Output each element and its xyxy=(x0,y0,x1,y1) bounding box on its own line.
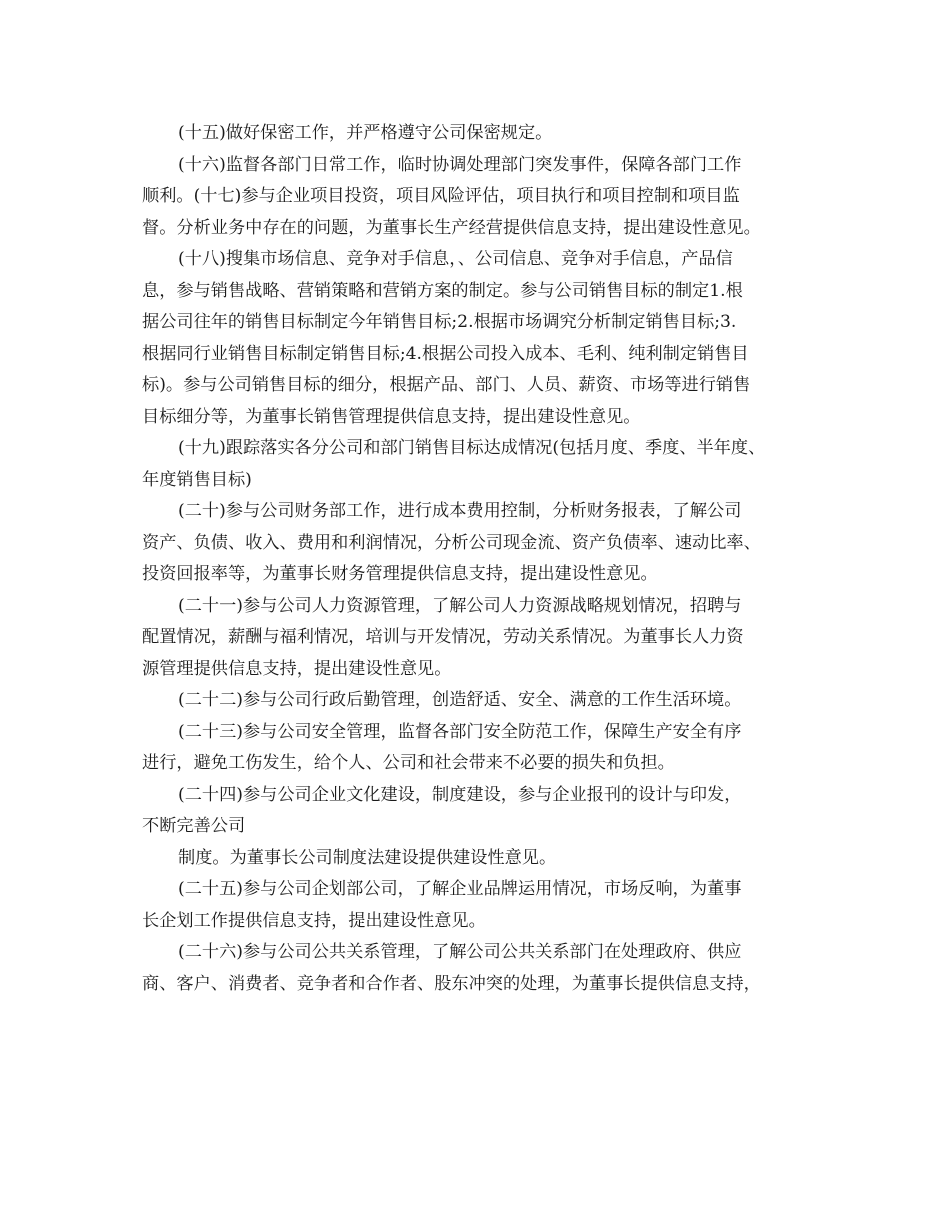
text-line: 商、客户、消费者、竞争者和合作者、股东冲突的处理，为董事长提供信息支持， xyxy=(142,973,761,994)
text-line: (二十六)参与公司公共关系管理，了解公司公共关系部门在处理政府、供应 xyxy=(178,942,742,962)
text-line: 配置情况，薪酬与福利情况，培训与开发情况，劳动关系情况。为董事长人力资 xyxy=(142,627,744,647)
text-line: (十九)跟踪落实各分公司和部门销售目标达成情况(包括月度、季度、半年度、 xyxy=(178,438,766,458)
text-line: 督。分析业务中存在的问题，为董事长生产经营提供信息支持，提出建设性意见。 xyxy=(142,217,761,238)
text-line: 长企划工作提供信息支持，提出建设性意见。 xyxy=(142,910,486,931)
text-line: 资产、负债、收入、费用和利润情况，分析公司现金流、资产负债率、速动比率、 xyxy=(142,532,761,553)
text-line: 不断完善公司 xyxy=(142,816,246,836)
text-line: (二十一)参与公司人力资源管理，了解公司人力资源战略规划情况，招聘与 xyxy=(178,595,742,616)
text-line: 顺利。(十七)参与企业项目投资，项目风险评估，项目执行和项目控制和项目监 xyxy=(142,186,740,206)
text-line: 年度销售目标) xyxy=(142,469,252,490)
text-line: (二十五)参与公司企划部公司，了解企业品牌运用情况，市场反响，为董事 xyxy=(178,879,742,899)
text-line: 投资回报率等，为董事长财务管理提供信息支持，提出建设性意见。 xyxy=(142,564,658,584)
text-line: 息，参与销售战略、营销策略和营销方案的制定。参与公司销售目标的制定1.根 xyxy=(142,280,743,301)
text-line: (二十)参与公司财务部工作，进行成本费用控制，分析财务报表，了解公司 xyxy=(178,501,742,521)
text-line: 根据同行业销售目标制定销售目标;4.根据公司投入成本、毛利、纯利制定销售目 xyxy=(142,343,749,364)
text-line: 目标细分等，为董事长销售管理提供信息支持，提出建设性意见。 xyxy=(142,406,641,427)
text-line: 进行，避免工伤发生，给个人、公司和社会带来不必要的损失和负担。 xyxy=(142,753,675,773)
text-line: (二十四)参与公司企业文化建设，制度建设，参与企业报刊的设计与印发， xyxy=(178,784,742,805)
text-line: (十五)做好保密工作，并严格遵守公司保密规定。 xyxy=(178,123,553,143)
text-line: 源管理提供信息支持，提出建设性意见。 xyxy=(142,658,452,679)
text-line: 标)。参与公司销售目标的细分，根据产品、部门、人员、薪资、市场等进行销售 xyxy=(142,375,751,395)
text-line: (二十三)参与公司安全管理，监督各部门安全防范工作，保障生产安全有序 xyxy=(178,721,742,742)
text-line: 制度。为董事长公司制度法建设提供建设性意见。 xyxy=(178,847,557,868)
text-line: (二十二)参与公司行政后勤管理，创造舒适、安全、满意的工作生活环境。 xyxy=(178,690,742,710)
text-line: 据公司往年的销售目标制定今年销售目标;2.根据市场调究分析制定销售目标;3. xyxy=(142,312,737,332)
text-line: (十六)监督各部门日常工作，临时协调处理部门突发事件，保障各部门工作 xyxy=(178,154,742,175)
text-line: (十八)搜集市场信息、竞争对手信息，、公司信息、竞争对手信息，产品信 xyxy=(178,249,733,269)
document-body xyxy=(142,118,822,1000)
